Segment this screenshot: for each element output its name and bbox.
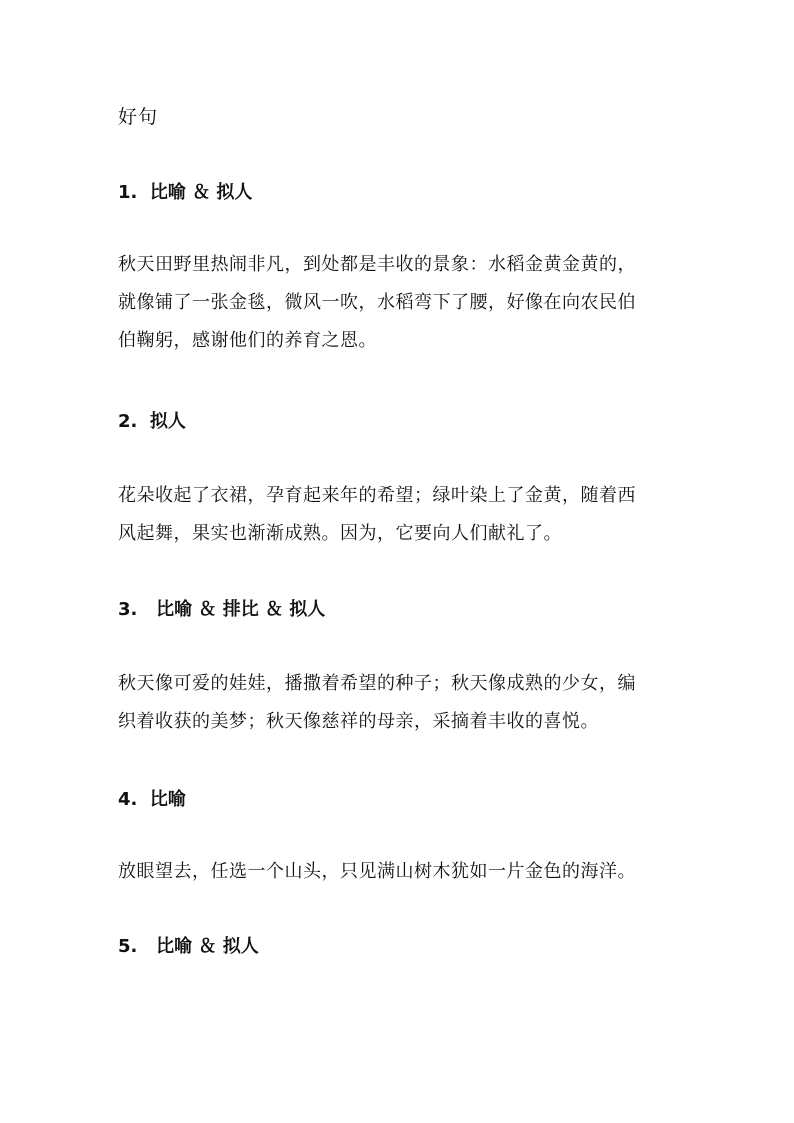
section-paragraph-2 [118, 477, 698, 553]
paragraph-line: 就像铺了一张金毯，微风一吹，水稻弯下了腰，好像在向农民伯 [118, 292, 636, 313]
section-paragraph-4 [118, 853, 698, 891]
paragraph-line: 风起舞，果实也渐渐成熟。因为，它要向人们献礼了。 [118, 523, 562, 544]
section-heading-3: 3. 比喻 ＆ 排比 ＆ 拟人 [118, 599, 326, 620]
paragraph-line: 放眼望去，任选一个山头，只见满山树木犹如一片金色的海洋。 [118, 861, 636, 882]
document-title: 好句 [118, 106, 159, 128]
section-heading-2: 2. 拟人 [118, 411, 186, 432]
section-paragraph-1 [118, 246, 698, 360]
paragraph-line: 秋天田野里热闹非凡，到处都是丰收的景象：水稻金黄金黄的， [118, 254, 636, 275]
paragraph-line: 秋天像可爱的娃娃，播撒着希望的种子；秋天像成熟的少女，编 [118, 673, 636, 694]
paragraph-line: 伯鞠躬，感谢他们的养育之恩。 [118, 330, 377, 351]
section-heading-4: 4. 比喻 [118, 789, 186, 810]
paragraph-line: 织着收获的美梦；秋天像慈祥的母亲，采摘着丰收的喜悦。 [118, 711, 599, 732]
paragraph-line: 花朵收起了衣裙，孕育起来年的希望；绿叶染上了金黄，随着西 [118, 485, 636, 506]
section-heading-1: 1. 比喻 ＆ 拟人 [118, 182, 253, 203]
section-heading-5: 5. 比喻 ＆ 拟人 [118, 936, 259, 957]
section-paragraph-3 [118, 665, 698, 741]
